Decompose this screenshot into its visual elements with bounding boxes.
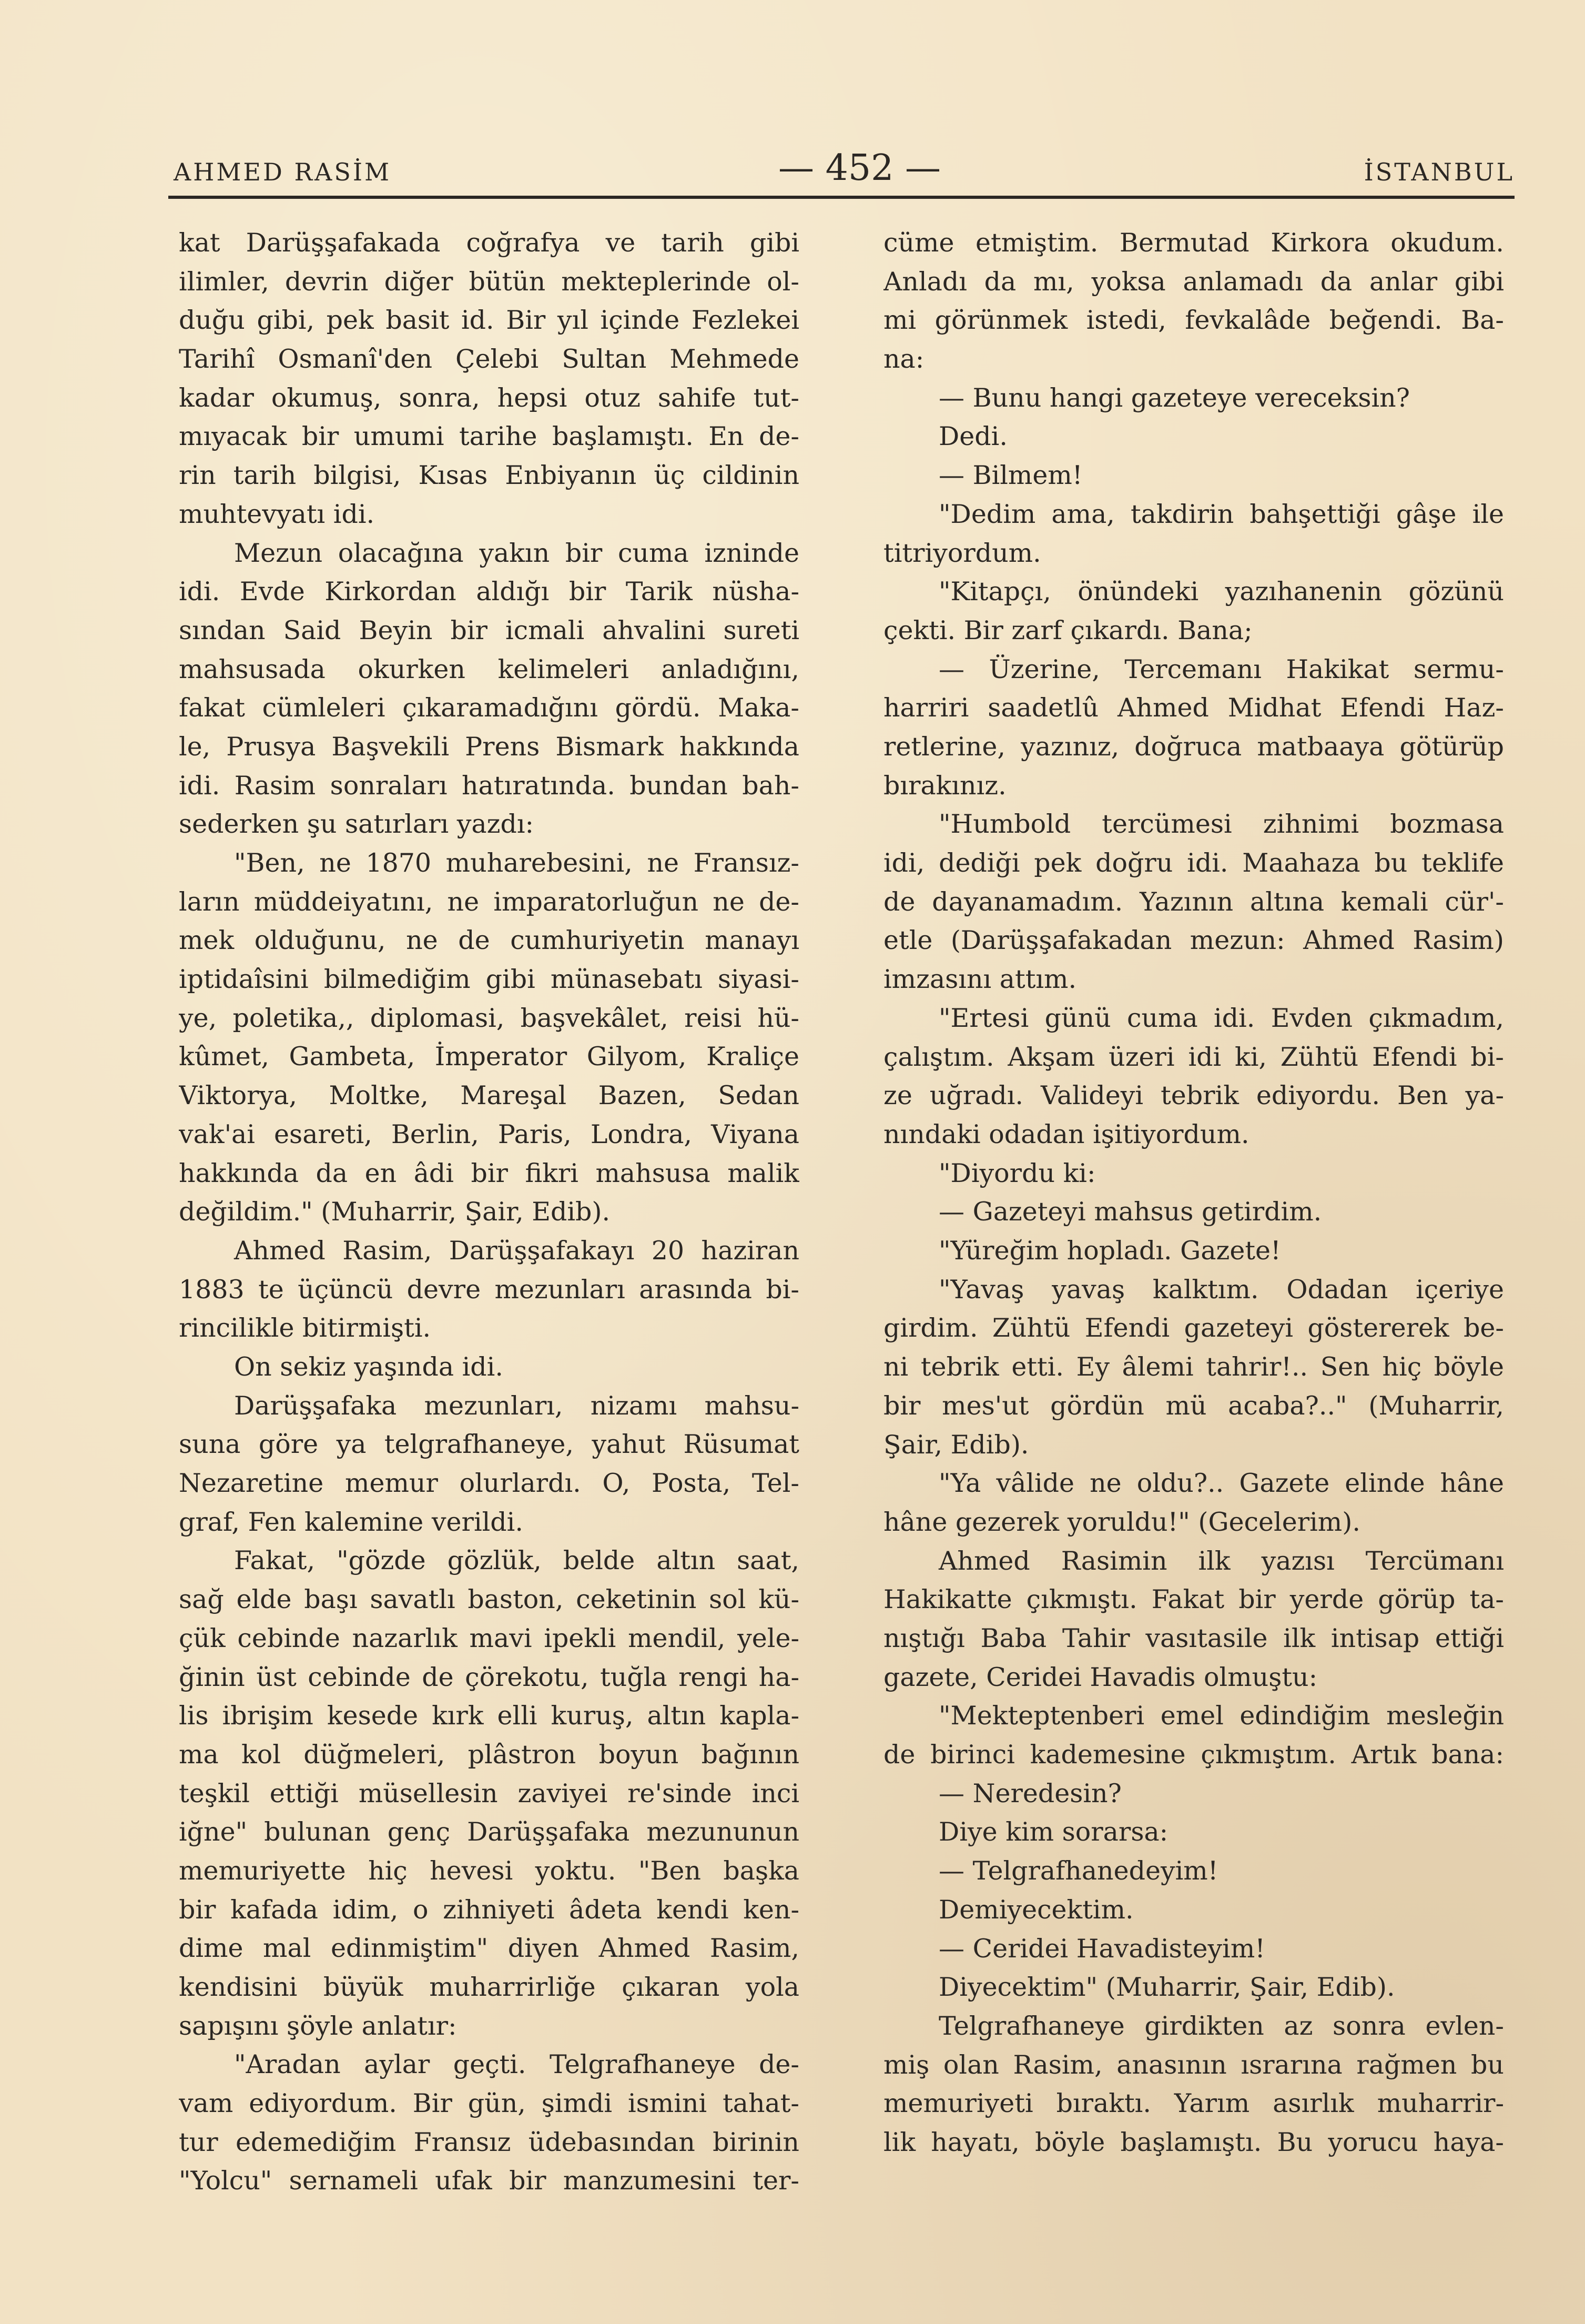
- text-line: graf, Fen kalemine verildi.: [179, 1507, 523, 1537]
- text-line: "Humbold tercümesi zihnimi bozmasa: [939, 809, 1504, 840]
- text-line: girdim. Zühtü Efendi gazeteyi göstererek be-: [883, 1313, 1504, 1343]
- text-line: Diyecektim" (Muharrir, Şair, Edib).: [939, 1972, 1395, 2003]
- text-line: "Yolcu" sernameli ufak bir manzumesini ter-: [179, 2166, 799, 2196]
- text-line: ni tebrik etti. Ey âlemi tahrir!.. Sen hiç böyle: [883, 1352, 1504, 1382]
- text-line: rincilikle bitirmişti.: [179, 1313, 431, 1343]
- text-line: lik hayatı, böyle başlamıştı. Bu yorucu haya-: [883, 2127, 1504, 2158]
- text-line: kûmet, Gambeta, İmperator Gilyom, Kraliçe: [179, 1042, 799, 1072]
- text-line: cüme etmiştim. Bermutad Kirkora okudum.: [883, 228, 1504, 258]
- text-line: ze uğradı. Valideyi tebrik ediyordu. Ben ya-: [883, 1080, 1504, 1111]
- text-line: "Ben, ne 1870 muharebesini, ne Fransız-: [234, 848, 799, 878]
- text-line: kat Darüşşafakada coğrafya ve tarih gibi: [179, 228, 799, 258]
- text-line: bir mes'ut gördün mü acaba?.." (Muharrir,: [883, 1390, 1504, 1421]
- text-line: le, Prusya Başvekili Prens Bismark hakkında: [179, 731, 799, 762]
- text-line: Şair, Edib).: [883, 1429, 1029, 1460]
- text-line: teşkil ettiği müsellesin zaviyei re'sinde inci: [179, 1778, 799, 1808]
- text-line: ğinin üst cebinde de çörekotu, tuğla rengi ha-: [179, 1662, 799, 1692]
- text-line: rin tarih bilgisi, Kısas Enbiyanın üç cildinin: [179, 460, 799, 491]
- text-line: Tarihî Osmanî'den Çelebi Sultan Mehmede: [179, 344, 799, 375]
- text-line: etle (Darüşşafakadan mezun: Ahmed Rasim): [883, 925, 1504, 956]
- text-line: ların müddeiyatını, ne imparatorluğun ne de-: [179, 886, 799, 917]
- text-line: Viktorya, Moltke, Mareşal Bazen, Sedan: [179, 1080, 799, 1111]
- text-line: vam ediyordum. Bir gün, şimdi ismini tahat-: [179, 2088, 799, 2119]
- text-line: bir kafada idim, o zihniyeti âdeta kendi ken-: [179, 1894, 799, 1925]
- text-line: "Ya vâlide ne oldu?.. Gazete elinde hâne: [939, 1468, 1504, 1499]
- text-line: fakat cümleleri çıkaramadığını gördü. Maka-: [179, 693, 799, 723]
- text-line: Nezaretine memur olurlardı. O, Posta, Tel-: [179, 1468, 799, 1499]
- text-line: ye, poletika,, diplomasi, başvekâlet, reisi hü-: [179, 1003, 799, 1033]
- text-line: titriyordum.: [883, 538, 1041, 568]
- running-head-section: İSTANBUL: [1364, 158, 1515, 186]
- text-line: Fakat, "gözde gözlük, belde altın saat,: [234, 1545, 799, 1576]
- text-line: sederken şu satırları yazdı:: [179, 809, 534, 840]
- text-line: idi, dediği pek doğru idi. Maahaza bu teklife: [883, 848, 1504, 878]
- text-line: Dedi.: [939, 421, 1008, 452]
- running-head-author: AHMED RASİM: [174, 158, 392, 186]
- text-line: mek olduğunu, ne de cumhuriyetin manayı: [179, 925, 799, 956]
- text-line: Anladı da mı, yoksa anlamadı da anlar gibi: [883, 266, 1504, 297]
- text-line: retlerine, yazınız, doğruca matbaaya götürüp: [883, 732, 1504, 762]
- left-text-column: [179, 224, 799, 2200]
- text-line: "Dedim ama, takdirin bahşettiği gâşe ile: [939, 499, 1504, 529]
- text-line: tur edemediğim Fransız üdebasından birinin: [179, 2127, 799, 2157]
- text-line: iptidaîsini bilmediğim gibi münasebatı siyasi-: [179, 964, 799, 995]
- text-line: imzasını attım.: [883, 964, 1077, 995]
- text-line: lis ibrişim kesede kırk elli kuruş, altın kapla-: [179, 1701, 799, 1731]
- text-line: Diye kim sorarsa:: [939, 1817, 1169, 1847]
- text-line: kadar okumuş, sonra, hepsi otuz sahife tut-: [179, 382, 799, 413]
- text-line: Darüşşafaka mezunları, nizamı mahsu-: [234, 1390, 799, 1421]
- text-line: Demiyecektim.: [939, 1894, 1134, 1925]
- text-line: — Ceridei Havadisteyim!: [939, 1933, 1265, 1964]
- text-line: sağ elde başı savatlı baston, ceketinin sol kü-: [179, 1584, 799, 1615]
- running-head: [168, 147, 1515, 195]
- text-line: — Üzerine, Tercemanı Hakikat sermu-: [939, 654, 1504, 684]
- text-line: hakkında da en âdi bir fikri mahsusa malik: [179, 1158, 799, 1188]
- text-line: suna göre ya telgrafhaneye, yahut Rüsumat: [179, 1429, 799, 1460]
- text-line: iğne" bulunan genç Darüşşafaka mezununun: [179, 1817, 799, 1847]
- page-number: — 452 —: [778, 147, 941, 189]
- text-line: memuriyeti bıraktı. Yarım asırlık muharrir-: [883, 2088, 1504, 2119]
- text-line: "Ertesi günü cuma idi. Evden çıkmadım,: [939, 1003, 1504, 1033]
- text-line: — Neredesin?: [939, 1778, 1122, 1808]
- text-line: ilimler, devrin diğer bütün mekteplerinde ol-: [179, 266, 799, 297]
- text-line: "Mekteptenberi emel edindiğim mesleğin: [939, 1701, 1504, 1731]
- text-line: — Bilmem!: [939, 460, 1083, 491]
- text-line: mi görünmek istedi, fevkalâde beğendi. Ba-: [883, 305, 1504, 336]
- text-line: — Gazeteyi mahsus getirdim.: [939, 1197, 1322, 1227]
- text-line: mıyacak bir umumi tarihe başlamıştı. En de-: [179, 421, 799, 452]
- text-line: "Aradan aylar geçti. Telgrafhaneye de-: [234, 2049, 799, 2080]
- text-line: On sekiz yaşında idi.: [234, 1352, 503, 1382]
- text-line: Telgrafhaneye girdikten az sonra evlen-: [939, 2010, 1504, 2041]
- header-rule: [168, 196, 1515, 199]
- text-line: nıştığı Baba Tahir vasıtasile ilk intisap ettiği: [883, 1623, 1504, 1653]
- text-line: 1883 te üçüncü devre mezunları arasında bi-: [179, 1274, 799, 1305]
- text-line: — Bunu hangi gazeteye vereceksin?: [939, 382, 1410, 413]
- text-line: idi. Evde Kirkordan aldığı bir Tarik nüsha-: [179, 577, 799, 607]
- text-line: miş olan Rasim, anasının ısrarına rağmen bu: [883, 2049, 1504, 2080]
- text-line: "Diyordu ki:: [939, 1158, 1096, 1188]
- text-line: muhtevyatı idi.: [179, 499, 375, 529]
- text-line: Mezun olacağına yakın bir cuma izninde: [234, 538, 799, 568]
- text-line: na:: [883, 344, 924, 375]
- text-line: idi. Rasim sonraları hatıratında. bundan bah-: [179, 770, 799, 801]
- text-line: gazete, Ceridei Havadis olmuştu:: [883, 1662, 1318, 1692]
- text-line: "Yavaş yavaş kalktım. Odadan içeriye: [939, 1274, 1504, 1305]
- text-line: kendisini büyük muharrirliğe çıkaran yola: [179, 1972, 799, 2003]
- text-line: de dayanamadım. Yazının altına kemali cür'-: [883, 886, 1504, 917]
- text-line: çalıştım. Akşam üzeri idi ki, Zühtü Efendi bi-: [883, 1042, 1504, 1072]
- text-line: çekti. Bir zarf çıkardı. Bana;: [883, 615, 1253, 645]
- text-line: hâne gezerek yoruldu!" (Gecelerim).: [883, 1507, 1360, 1537]
- text-line: Hakikatte çıkmıştı. Fakat bir yerde görüp ta-: [883, 1584, 1504, 1615]
- text-line: çük cebinde nazarlık mavi ipekli mendil, yele-: [179, 1623, 799, 1653]
- text-line: bırakınız.: [883, 770, 1007, 801]
- text-line: nındaki odadan işitiyordum.: [883, 1119, 1249, 1149]
- text-line: duğu gibi, pek basit id. Bir yıl içinde Fezlekei: [179, 305, 799, 336]
- text-line: Ahmed Rasim, Darüşşafakayı 20 haziran: [234, 1235, 799, 1266]
- text-line: değildim." (Muharrir, Şair, Edib).: [179, 1197, 611, 1227]
- text-line: sından Said Beyin bir icmali ahvalini sureti: [179, 615, 799, 645]
- text-line: vak'ai esareti, Berlin, Paris, Londra, Viyana: [179, 1119, 799, 1149]
- right-text-column: [883, 224, 1504, 2162]
- text-line: "Kitapçı, önündeki yazıhanenin gözünü: [939, 577, 1504, 607]
- text-line: harriri saadetlû Ahmed Midhat Efendi Haz-: [883, 693, 1504, 723]
- text-line: sapışını şöyle anlatır:: [179, 2010, 457, 2041]
- text-line: Ahmed Rasimin ilk yazısı Tercümanı: [939, 1545, 1504, 1576]
- text-line: dime mal edinmiştim" diyen Ahmed Rasim,: [179, 1933, 799, 1964]
- text-line: mahsusada okurken kelimeleri anladığını,: [179, 654, 799, 684]
- text-line: de birinci kademesine çıkmıştım. Artık bana:: [883, 1740, 1504, 1770]
- text-line: ma kol düğmeleri, plâstron boyun bağının: [179, 1739, 799, 1770]
- text-line: "Yüreğim hopladı. Gazete!: [939, 1236, 1281, 1266]
- text-line: memuriyette hiç hevesi yoktu. "Ben başka: [179, 1855, 799, 1886]
- text-line: — Telgrafhanedeyim!: [939, 1856, 1218, 1886]
